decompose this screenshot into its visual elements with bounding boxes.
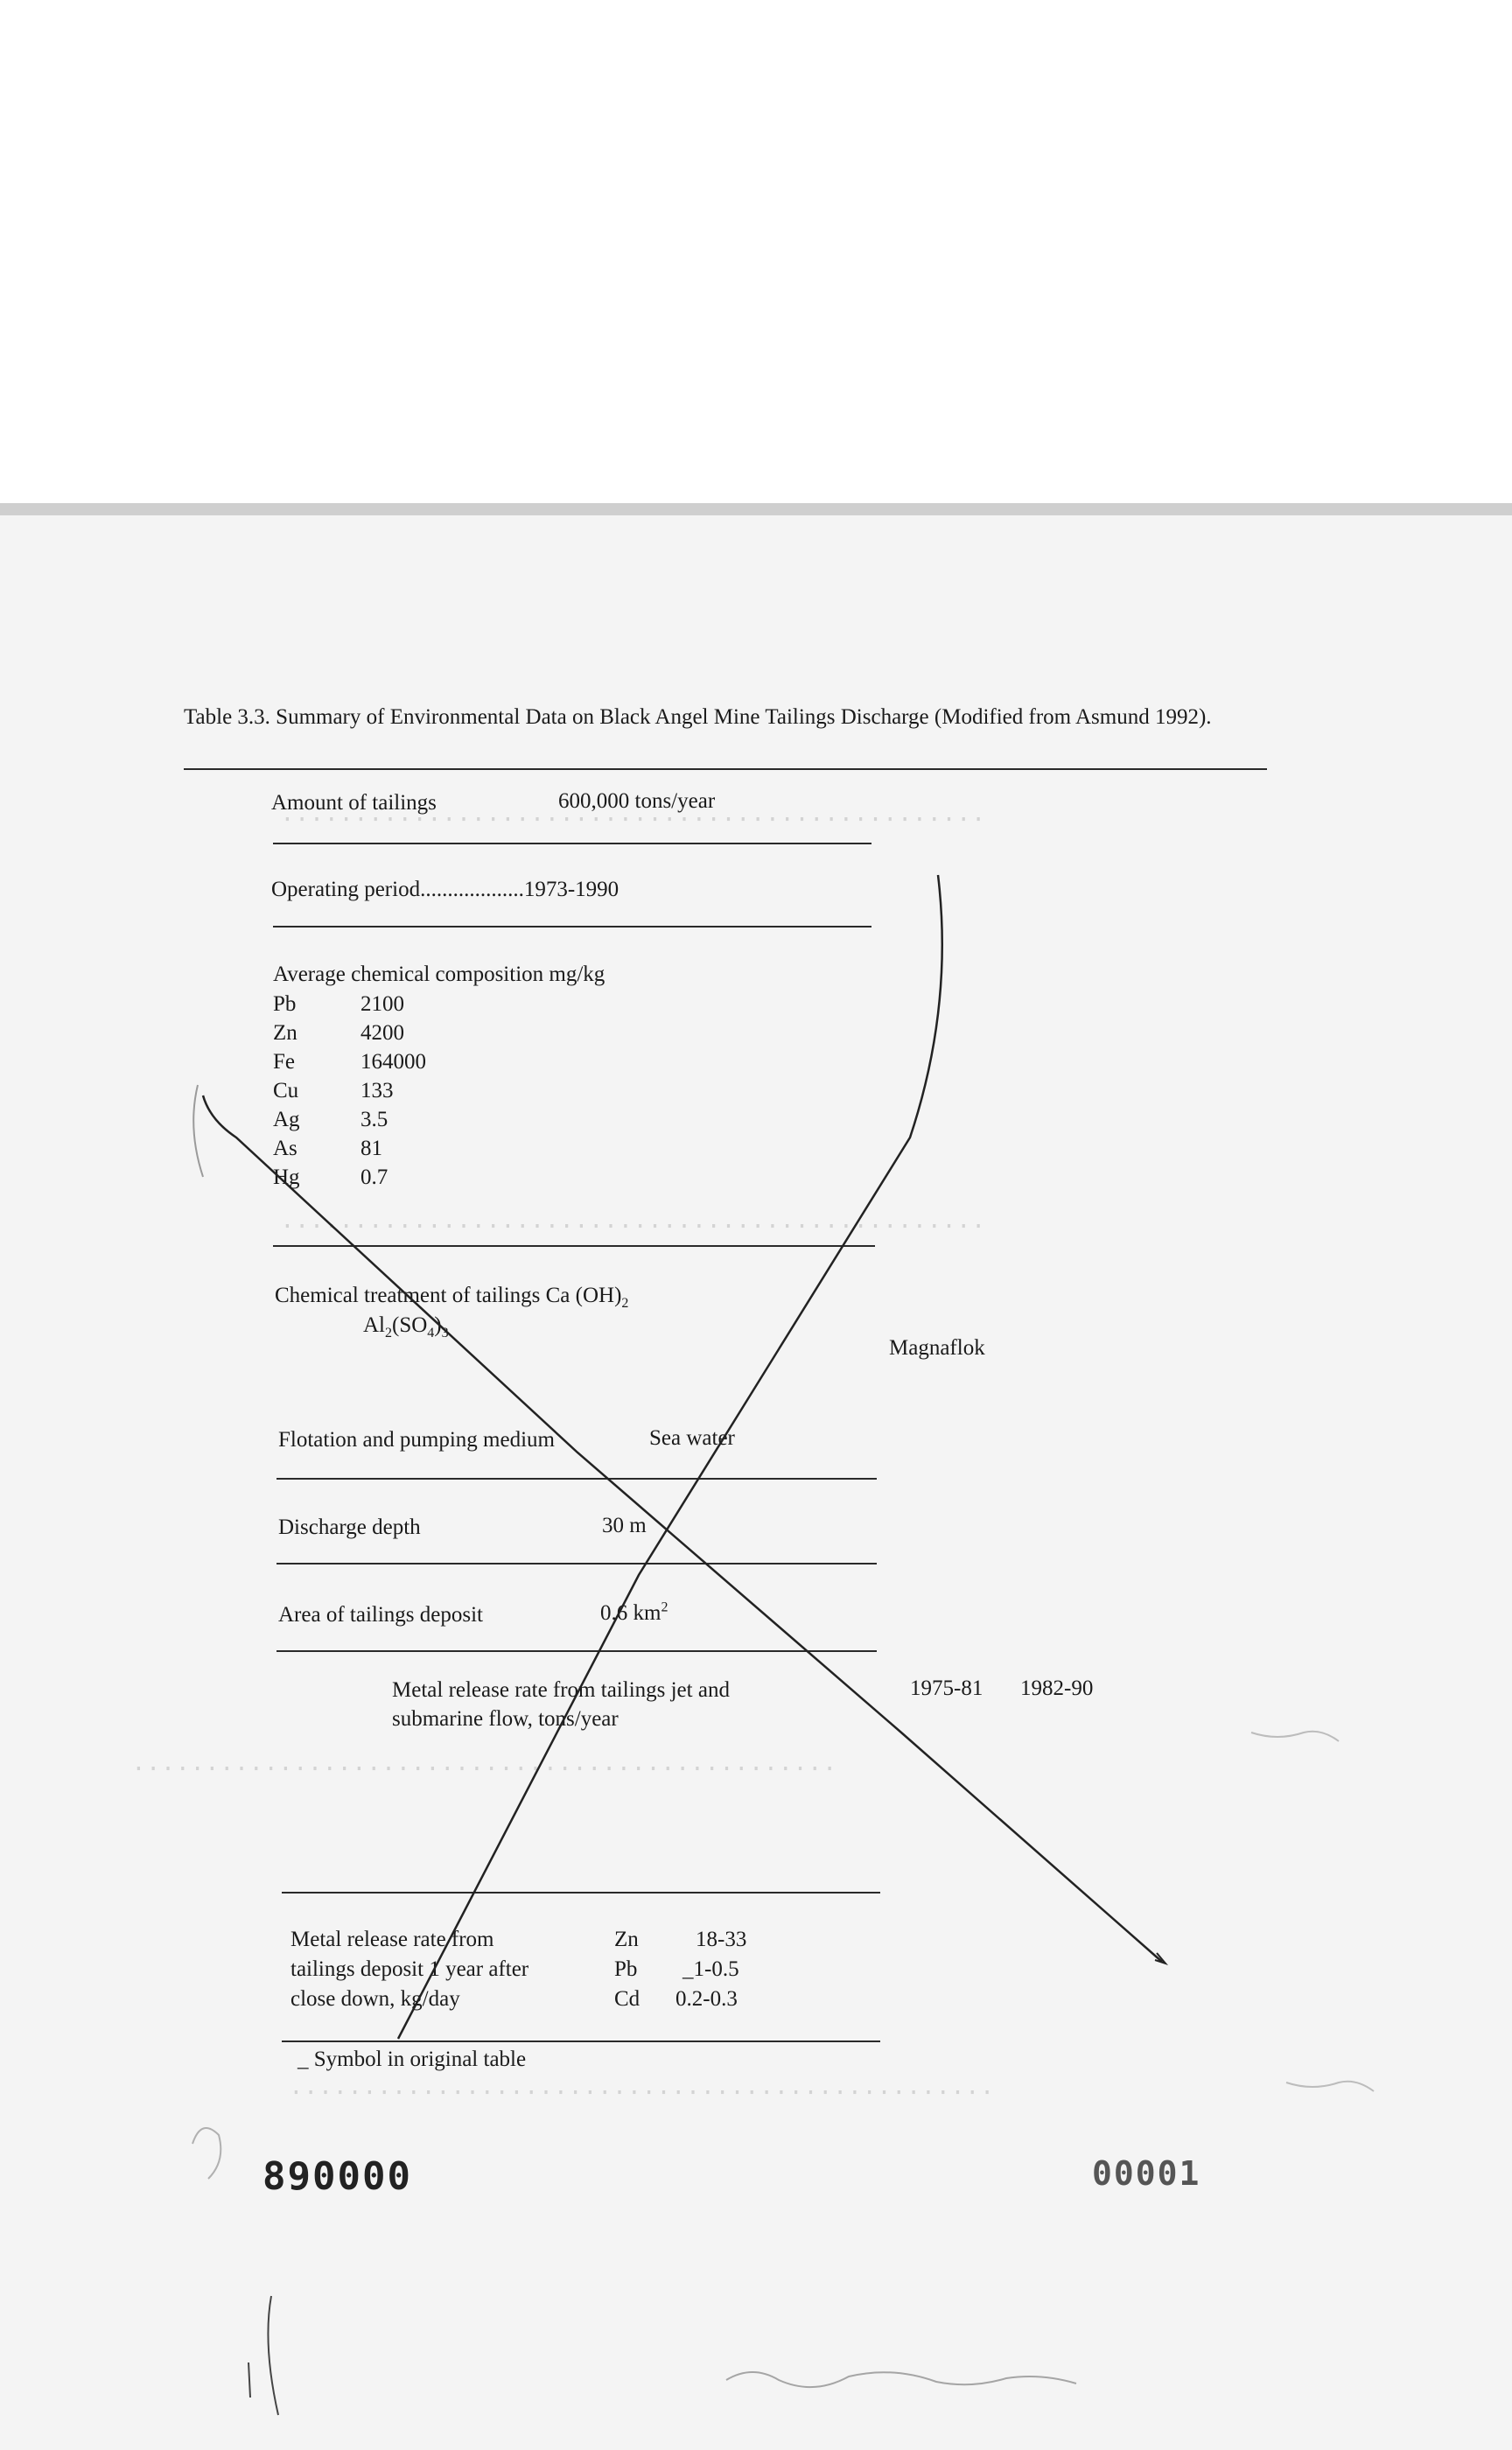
jet-col2: 1982-90: [1020, 1676, 1094, 1700]
amount-label: Amount of tailings: [271, 791, 437, 815]
jet-line2: submarine flow, tons/year: [392, 1707, 619, 1731]
bleed-through-text: ................................................: [280, 1216, 986, 1243]
element-hg: Hg: [273, 1166, 300, 1189]
jet-line1: Metal release rate from tailings jet and: [392, 1678, 730, 1702]
deposit-line1: Metal release rate from: [290, 1928, 494, 1951]
bleed-through-text: ................................................: [131, 1759, 837, 1786]
treatment-third: Magnaflok: [889, 1336, 985, 1360]
deposit-el-cd: Cd: [614, 1987, 640, 2011]
deposit-el-pb: Pb: [614, 1957, 638, 1981]
value-cu: 133: [360, 1079, 394, 1102]
depth-value: 30 m: [602, 1514, 647, 1537]
value-as: 81: [360, 1137, 382, 1160]
value-pb: 2100: [360, 992, 404, 1016]
element-zn: Zn: [273, 1021, 298, 1045]
paren-text: ): [434, 1313, 442, 1337]
deposit-el-zn: Zn: [614, 1928, 639, 1951]
stamp-right: 00001: [1092, 2154, 1201, 2193]
jet-col1: 1975-81: [910, 1676, 984, 1700]
depth-label: Discharge depth: [278, 1516, 421, 1539]
amount-value: 600,000 tons/year: [558, 789, 716, 813]
deposit-val-pb: _1-0.5: [682, 1957, 739, 1981]
value-fe: 164000: [360, 1050, 426, 1074]
al-sub: 2: [385, 1326, 392, 1340]
flotation-label: Flotation and pumping medium: [278, 1428, 555, 1452]
deposit-line2: tailings deposit 1 year after: [290, 1957, 529, 1981]
bleed-through-text: ................................................: [280, 809, 986, 836]
al-text: Al: [363, 1313, 385, 1337]
bleed-through-text: ................................................: [289, 2082, 995, 2110]
element-fe: Fe: [273, 1050, 295, 1074]
treatment-sub: 2: [621, 1296, 629, 1311]
area-value-sup: 2: [661, 1600, 668, 1615]
deposit-val-zn: 18-33: [696, 1928, 747, 1951]
treatment-text: Chemical treatment of tailings Ca (OH): [275, 1284, 622, 1307]
stamp-left: 890000: [262, 2154, 412, 2199]
so-text: (SO: [392, 1313, 428, 1337]
value-hg: 0.7: [360, 1166, 388, 1189]
table-title: Table 3.3. Summary of Environmental Data on Black Angel Mine Tailings Discharge (Modified from Asmund 1992).: [184, 705, 1212, 729]
operating-period: Operating period...................1973-1990: [271, 878, 620, 901]
so-sub: 4: [427, 1326, 435, 1340]
composition-heading: Average chemical composition mg/kg: [273, 962, 606, 986]
element-cu: Cu: [273, 1079, 299, 1102]
deposit-line3: close down, kg/day: [290, 1987, 460, 2011]
footnote: _ Symbol in original table: [298, 2048, 527, 2071]
area-label: Area of tailings deposit: [278, 1603, 483, 1627]
value-ag: 3.5: [360, 1108, 388, 1131]
paren-sub: 3: [441, 1326, 449, 1340]
flotation-value: Sea water: [649, 1426, 735, 1450]
deposit-val-cd: 0.2-0.3: [676, 1987, 738, 2011]
element-ag: Ag: [273, 1108, 300, 1131]
area-value-text: 0.6 km: [600, 1601, 662, 1625]
value-zn: 4200: [360, 1021, 404, 1045]
element-as: As: [273, 1137, 298, 1160]
element-pb: Pb: [273, 992, 297, 1016]
